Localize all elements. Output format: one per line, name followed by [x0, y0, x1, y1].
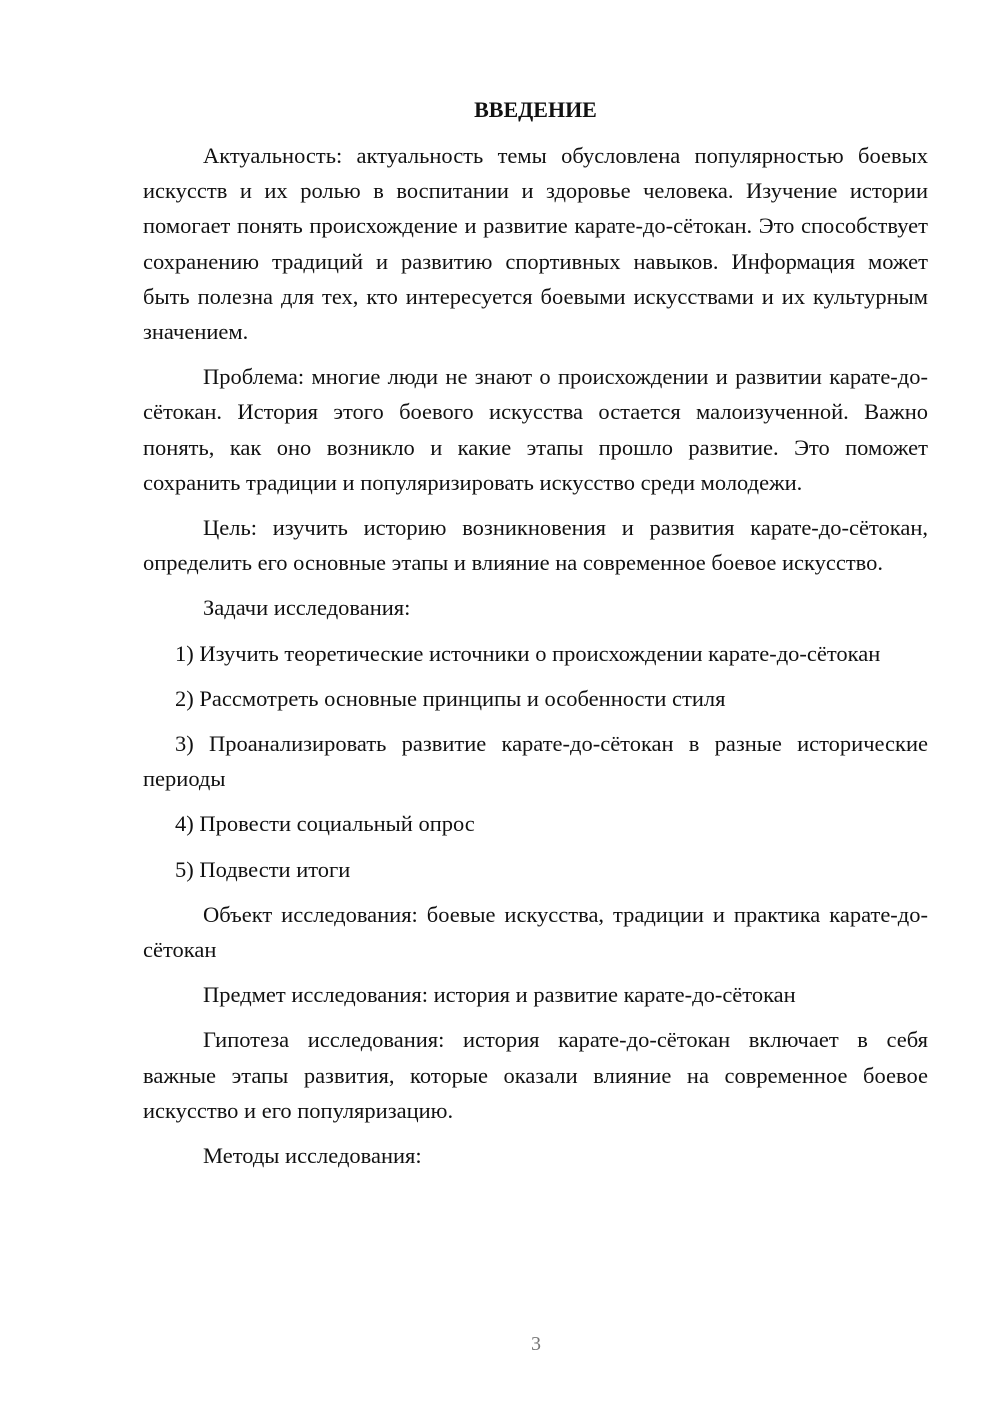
problem-paragraph: Проблема: многие люди не знают о происхождении и развитии карате-до-сётокан. История этого боевого искусства остается малоизученной. Важно понять, как оно возникло и какие этапы прошло развитие. Это поможет сохранить традиции и популяризировать искусство среди молодежи.: [143, 364, 928, 495]
page-title: ВВЕДЕНИЕ: [474, 97, 597, 122]
tasks-title: Задачи исследования:: [203, 595, 411, 621]
task-item-5: 5) Подвести итоги: [175, 856, 351, 882]
page-content: [143, 92, 928, 1183]
page-number: 3: [531, 1333, 541, 1355]
subject-paragraph: Предмет исследования: история и развитие карате-до-сётокан: [203, 982, 796, 1008]
relevance-paragraph: Актуальность: актуальность темы обусловлена популярностью боевых искусств и их ролью в воспитании и здоровье человека. Изучение истории помогает понять происхождение и развитие карате-до-сётокан. Это способствует сохранению традиций и развитию спортивных навыков. Информация может быть полезна для тех, кто интересуется боевыми искусствами и их культурным значением.: [143, 143, 928, 345]
task-item-3: 3) Проанализировать развитие карате-до-сётокан в разные исторические периоды: [143, 731, 928, 792]
methods-title: Методы исследования:: [203, 1143, 422, 1169]
task-item-4: 4) Провести социальный опрос: [175, 811, 475, 837]
object-paragraph: Объект исследования: боевые искусства, традиции и практика карате-до-сётокан: [143, 901, 928, 963]
task-item-2: 2) Рассмотреть основные принципы и особенности стиля: [175, 685, 726, 711]
hypothesis-paragraph: Гипотеза исследования: история карате-до-сётокан включает в себя важные этапы развития, которые оказали влияние на современное боевое искусство и его популяризацию.: [143, 1027, 928, 1123]
task-item-1: 1) Изучить теоретические источники о происхождении карате-до-сётокан: [175, 640, 881, 666]
goal-paragraph: Цель: изучить историю возникновения и развития карате-до-сётокан, определить его основные этапы и влияние на современное боевое искусство.: [143, 515, 928, 576]
